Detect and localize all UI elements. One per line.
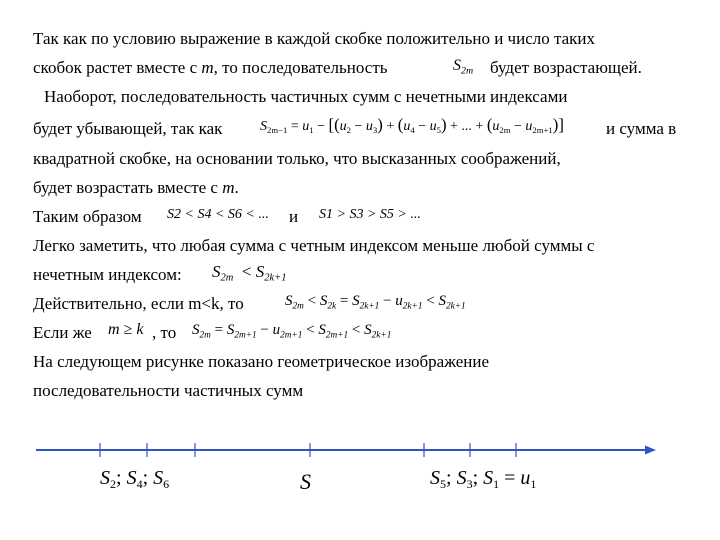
text-line-4-b: и сумма в	[606, 119, 677, 138]
text-line-8: Легко заметить, что любая сумма с четным индексом меньше любой суммы с	[33, 236, 595, 255]
text-line-7-a: Таким образом	[33, 207, 142, 226]
text-line-11-a: Если же	[33, 323, 92, 342]
formula-even-chain: S2 < S4 < S6 < ...	[167, 207, 269, 222]
text-line-2-b: , то последовательность	[213, 58, 388, 77]
formula-s2m: $S_{2m}$	[453, 57, 474, 77]
text-line-1: Так как по условию выражение в каждой скобке положительно и число таких	[33, 29, 596, 48]
formula-ineq-3: $S_{2m} = S_{2m+1} - u_{2m+1} < S_{2m+1} < S_{2k+1}$	[192, 322, 392, 341]
text-line-4-a: будет убывающей, так как	[33, 119, 223, 138]
label-limit-s: S	[300, 469, 311, 494]
text-line-5: квадратной скобке, на основании только, что высказанных соображений,	[33, 149, 561, 168]
text-line-2-a: скобок растет вместе с	[33, 58, 202, 77]
formula-cond: m ≥ k	[108, 321, 144, 338]
text-line-11-b: , то	[152, 323, 177, 342]
text-line-2-c: будет возрастающей.	[490, 58, 642, 77]
formula-odd-chain: S1 > S3 > S5 > ...	[319, 207, 421, 222]
label-odd-sums: $S_5$; $S_3$; $S_1 = u_1$	[430, 467, 537, 492]
text-line-7-b: и	[289, 207, 299, 226]
formula-ineq-1: $S_{2m} < S_{2k+1}$	[212, 262, 287, 284]
formula-ineq-2: $S_{2m} < S_{2k} = S_{2k+1} - u_{2k+1} < S_{2k+1}$	[285, 293, 466, 312]
text-line-10: Действительно, если m<k, то	[33, 294, 244, 313]
text-line-12: На следующем рисунке показано геометрическое изображение	[33, 352, 490, 371]
var-m: m	[201, 58, 214, 77]
text-line-9: нечетным индексом:	[33, 265, 182, 284]
text-line-3: Наоборот, последовательность частичных сумм с нечетными индексами	[44, 87, 568, 106]
text-line-13: последовательности частичных сумм	[33, 381, 304, 400]
number-line-arrow	[645, 446, 656, 455]
label-even-sums: $S_2$; $S_4$; $S_6$	[100, 467, 170, 492]
formula-odd-sum: $S_{2m-1} = u_1 - [(u_2 - u_3) + (u_4 - u_5)$ + ... + $(u_{2m} - u_{2m+1})$]	[260, 115, 564, 136]
text-line-6: будет возрастать вместе с m.	[33, 178, 239, 197]
